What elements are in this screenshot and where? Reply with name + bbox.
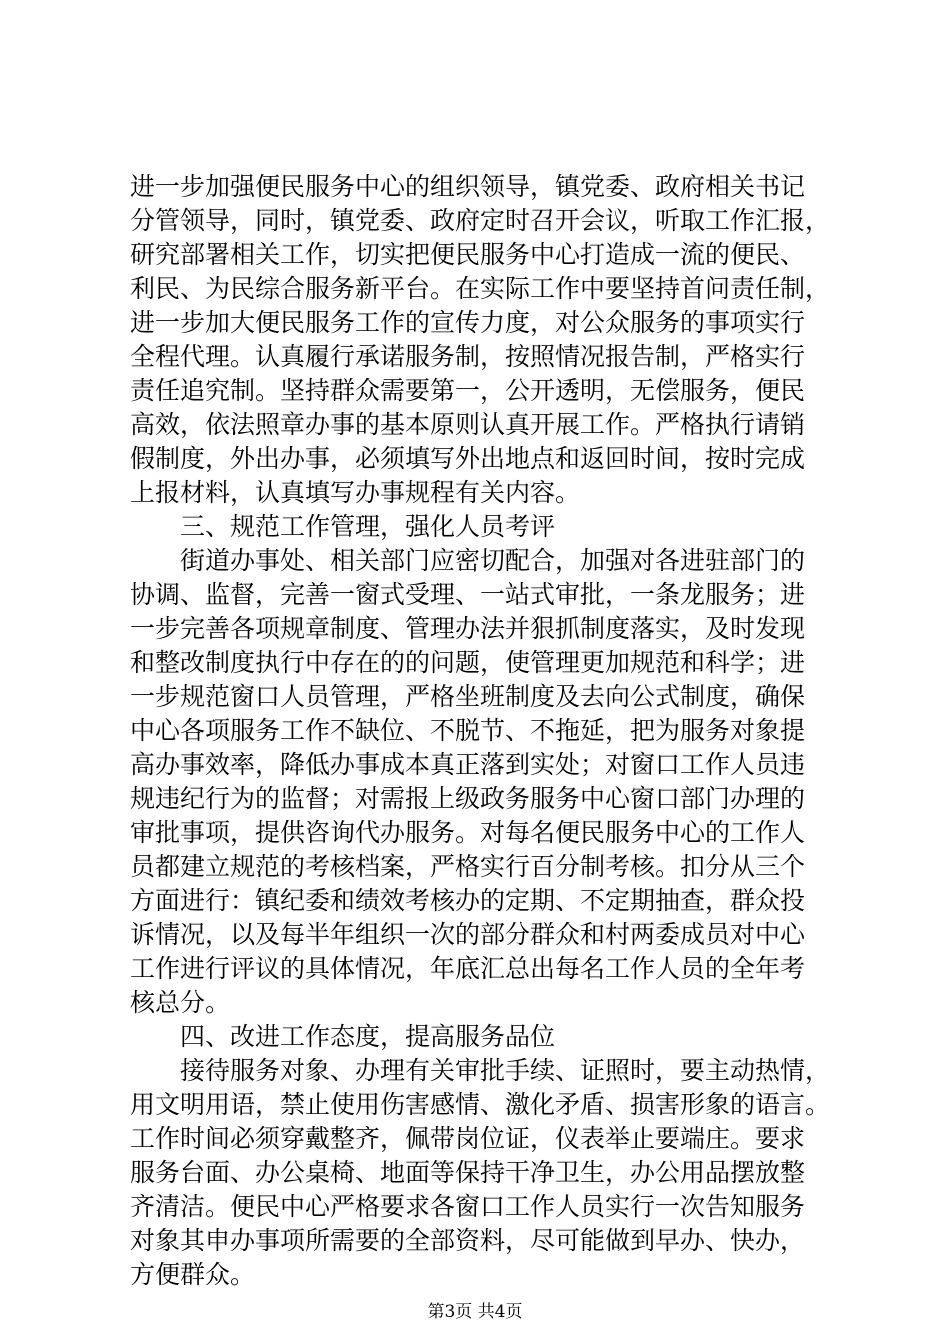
text-line-31: 齐清洁。便民中心严格要求各窗口工作人员实行一次告知服务 — [130, 1192, 806, 1221]
text-line-33: 方便群众。 — [130, 1260, 256, 1289]
text-line-22: 方面进行：镇纪委和绩效考核办的定期、不定期抽查，群众投 — [130, 886, 806, 915]
text-line-8: 高效，依法照章办事的基本原则认真开展工作。严格执行请销 — [130, 410, 806, 439]
text-line-24: 工作进行评议的具体情况，年底汇总出每名工作人员的全年考 — [130, 954, 806, 983]
text-line-6: 全程代理。认真履行承诺服务制，按照情况报告制，严格实行 — [130, 342, 806, 371]
text-line-25: 核总分。 — [130, 988, 231, 1017]
text-line-20: 审批事项，提供咨询代办服务。对每名便民服务中心的工作人 — [130, 818, 806, 847]
text-line-18: 高办事效率，降低办事成本真正落到实处；对窗口工作人员违 — [130, 750, 806, 779]
text-line-1: 进一步加强便民服务中心的组织领导，镇党委、政府相关书记 — [130, 172, 806, 201]
text-line-14: 一步完善各项规章制度、管理办法并狠抓制度落实，及时发现 — [130, 614, 806, 643]
text-line-2: 分管领导，同时，镇党委、政府定时召开会议，听取工作汇报， — [130, 206, 831, 235]
text-line-4: 利民、为民综合服务新平台。在实际工作中要坚持首问责任制， — [130, 274, 831, 303]
text-line-7: 责任追究制。坚持群众需要第一，公开透明，无偿服务，便民 — [130, 376, 806, 405]
text-line-12: 街道办事处、相关部门应密切配合，加强对各进驻部门的 — [180, 546, 806, 575]
text-line-19: 规违纪行为的监督；对需报上级政务服务中心窗口部门办理的 — [130, 784, 806, 813]
text-line-17: 中心各项服务工作不缺位、不脱节、不拖延，把为服务对象提 — [130, 716, 806, 745]
text-line-5: 进一步加大便民服务工作的宣传力度，对公众服务的事项实行 — [130, 308, 806, 337]
text-line-27: 接待服务对象、办理有关审批手续、证照时，要主动热情， — [180, 1056, 831, 1085]
text-line-29: 工作时间必须穿戴整齐，佩带岗位证，仪表举止要端庄。要求 — [130, 1124, 806, 1153]
text-line-15: 和整改制度执行中存在的的问题，使管理更加规范和科学；进 — [130, 648, 806, 677]
text-line-32: 对象其申办事项所需要的全部资料，尽可能做到早办、快办， — [130, 1226, 806, 1255]
text-line-13: 协调、监督，完善一窗式受理、一站式审批，一条龙服务；进 — [130, 580, 806, 609]
section-heading-4: 四、改进工作态度，提高服务品位 — [180, 1022, 556, 1051]
text-line-28: 用文明用语，禁止使用伤害感情、激化矛盾、损害形象的语言。 — [130, 1090, 831, 1119]
text-line-21: 员都建立规范的考核档案，严格实行百分制考核。扣分从三个 — [130, 852, 806, 881]
text-line-3: 研究部署相关工作，切实把便民服务中心打造成一流的便民、 — [130, 240, 806, 269]
text-line-10: 上报材料，认真填写办事规程有关内容。 — [130, 478, 581, 507]
text-line-9: 假制度，外出办事，必须填写外出地点和返回时间，按时完成 — [130, 444, 806, 473]
text-line-30: 服务台面、办公桌椅、地面等保持干净卫生，办公用品摆放整 — [130, 1158, 806, 1187]
text-line-16: 一步规范窗口人员管理，严格坐班制度及去向公式制度，确保 — [130, 682, 806, 711]
text-line-23: 诉情况，以及每半年组织一次的部分群众和村两委成员对中心 — [130, 920, 806, 949]
section-heading-3: 三、规范工作管理，强化人员考评 — [180, 512, 556, 541]
page-number-footer: 第3页 共4页 — [427, 1302, 523, 1322]
